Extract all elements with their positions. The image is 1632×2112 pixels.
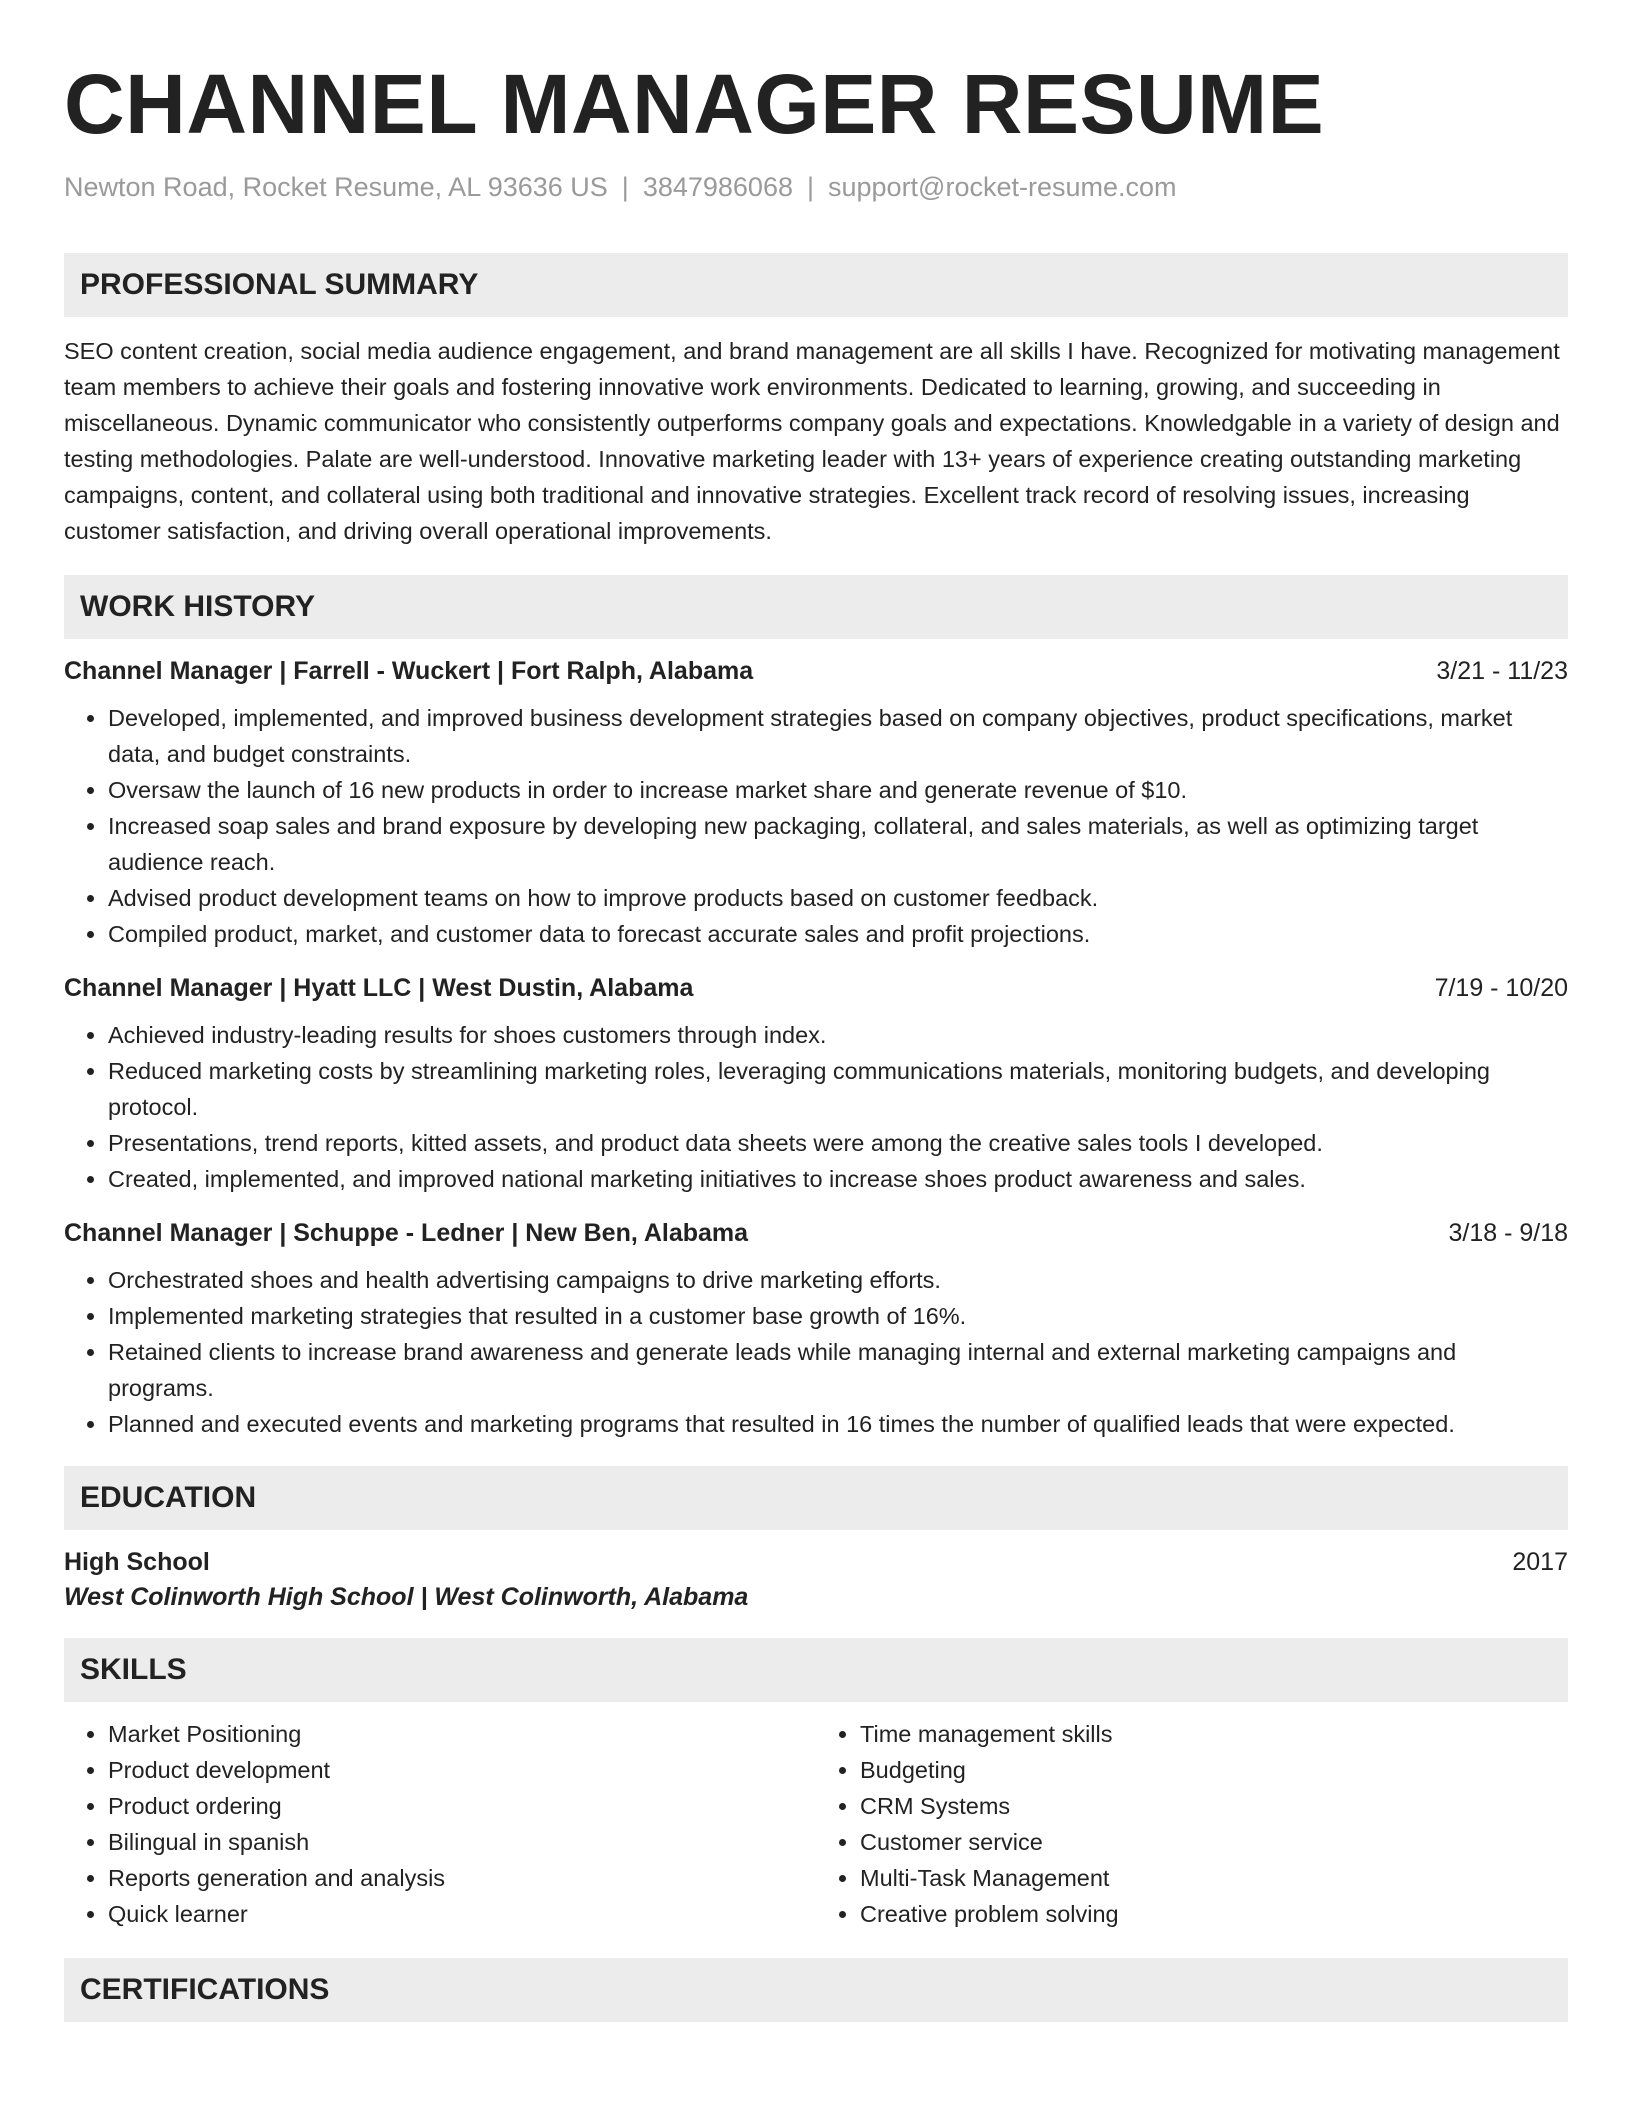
job-bullets <box>64 700 1568 952</box>
list-item: • Achieved industry-leading results for shoes customers through index. <box>108 1017 1568 1053</box>
list-item: • Compiled product, market, and customer data to forecast accurate sales and profit projections. <box>108 916 1568 952</box>
list-item: • CRM Systems <box>860 1788 1568 1824</box>
job-bullets <box>64 1017 1568 1197</box>
list-item: • Reduced marketing costs by streamlining marketing roles, leveraging communications materials, monitoring budgets, and developing protocol. <box>108 1053 1568 1125</box>
list-item: • Planned and executed events and marketing programs that resulted in 16 times the number of qualified leads that were expected. <box>108 1406 1568 1442</box>
list-item: • Developed, implemented, and improved business development strategies based on company objectives, product specifications, market data, and budget constraints. <box>108 700 1568 772</box>
resume-title: CHANNEL MANAGER RESUME <box>64 57 1325 151</box>
contact-separator: | <box>621 172 629 203</box>
job-title: Channel Manager | Farrell - Wuckert | Fort Ralph, Alabama <box>64 657 754 686</box>
section-heading-work-history: WORK HISTORY <box>64 575 1568 639</box>
list-item: • Created, implemented, and improved national marketing initiatives to increase shoes product awareness and sales. <box>108 1161 1568 1197</box>
skills-column-right <box>816 1716 1568 1932</box>
job-dates: 3/18 - 9/18 <box>1448 1219 1568 1248</box>
list-item: • Orchestrated shoes and health advertising campaigns to drive marketing efforts. <box>108 1262 1568 1298</box>
job-header <box>64 974 1568 1003</box>
list-item: • Budgeting <box>860 1752 1568 1788</box>
list-item: • Market Positioning <box>108 1716 816 1752</box>
job-title: Channel Manager | Schuppe - Ledner | New Ben, Alabama <box>64 1219 749 1248</box>
list-item: • Presentations, trend reports, kitted assets, and product data sheets were among the creative sales tools I developed. <box>108 1125 1568 1161</box>
job-entry <box>64 974 1568 1197</box>
contact-address: Newton Road, Rocket Resume, AL 93636 US <box>64 172 608 203</box>
job-dates: 3/21 - 11/23 <box>1436 657 1568 686</box>
job-header <box>64 1219 1568 1248</box>
list-item: • Creative problem solving <box>860 1896 1568 1932</box>
job-header <box>64 657 1568 686</box>
education-header <box>64 1548 1568 1577</box>
job-entry <box>64 657 1568 952</box>
job-dates: 7/19 - 10/20 <box>1434 974 1568 1003</box>
list-item: • Reports generation and analysis <box>108 1860 816 1896</box>
section-heading-summary: PROFESSIONAL SUMMARY <box>64 253 1568 317</box>
section-heading-certifications: CERTIFICATIONS <box>64 1958 1568 2022</box>
list-item: • Time management skills <box>860 1716 1568 1752</box>
education-entry <box>64 1548 1568 1612</box>
job-bullets <box>64 1262 1568 1442</box>
job-title: Channel Manager | Hyatt LLC | West Dustin, Alabama <box>64 974 694 1003</box>
education-school: West Colinworth High School | West Colinworth, Alabama <box>64 1583 749 1612</box>
contact-separator: | <box>806 172 814 203</box>
skills-list <box>64 1716 1568 1932</box>
skills-column-left <box>64 1716 816 1932</box>
education-year: 2017 <box>1512 1548 1568 1577</box>
list-item: • Oversaw the launch of 16 new products in order to increase market share and generate revenue of $10. <box>108 772 1568 808</box>
section-heading-education: EDUCATION <box>64 1466 1568 1530</box>
list-item: • Product ordering <box>108 1788 816 1824</box>
list-item: • Multi-Task Management <box>860 1860 1568 1896</box>
contact-line <box>64 172 1568 203</box>
education-degree: High School <box>64 1548 210 1577</box>
job-entry <box>64 1219 1568 1442</box>
list-item: • Bilingual in spanish <box>108 1824 816 1860</box>
summary-text: SEO content creation, social media audience engagement, and brand management are all skills I have. Recognized for motivating management team members to achieve their goals and fostering innovative work environments. Dedicated to learning, growing, and succeeding in miscellaneous. Dynamic communicator who consistently outperforms company goals and expectations. Knowledgable in a variety of design and testing methodologies. Palate are well-understood. Innovative marketing leader with 13+ years of experience creating outstanding marketing campaigns, content, and collateral using both traditional and innovative strategies. Excellent track record of resolving issues, increasing customer satisfaction, and driving overall operational improvements. <box>64 338 1560 545</box>
contact-email: support@rocket-resume.com <box>828 172 1177 203</box>
list-item: • Increased soap sales and brand exposure by developing new packaging, collateral, and sales materials, as well as optimizing target audience reach. <box>108 808 1568 880</box>
list-item: • Quick learner <box>108 1896 816 1932</box>
section-heading-skills: SKILLS <box>64 1638 1568 1702</box>
list-item: • Advised product development teams on how to improve products based on customer feedback. <box>108 880 1568 916</box>
list-item: • Implemented marketing strategies that resulted in a customer base growth of 16%. <box>108 1298 1568 1334</box>
list-item: • Product development <box>108 1752 816 1788</box>
contact-phone: 3847986068 <box>642 172 793 203</box>
list-item: • Customer service <box>860 1824 1568 1860</box>
list-item: • Retained clients to increase brand awareness and generate leads while managing internal and external marketing campaigns and programs. <box>108 1334 1568 1406</box>
